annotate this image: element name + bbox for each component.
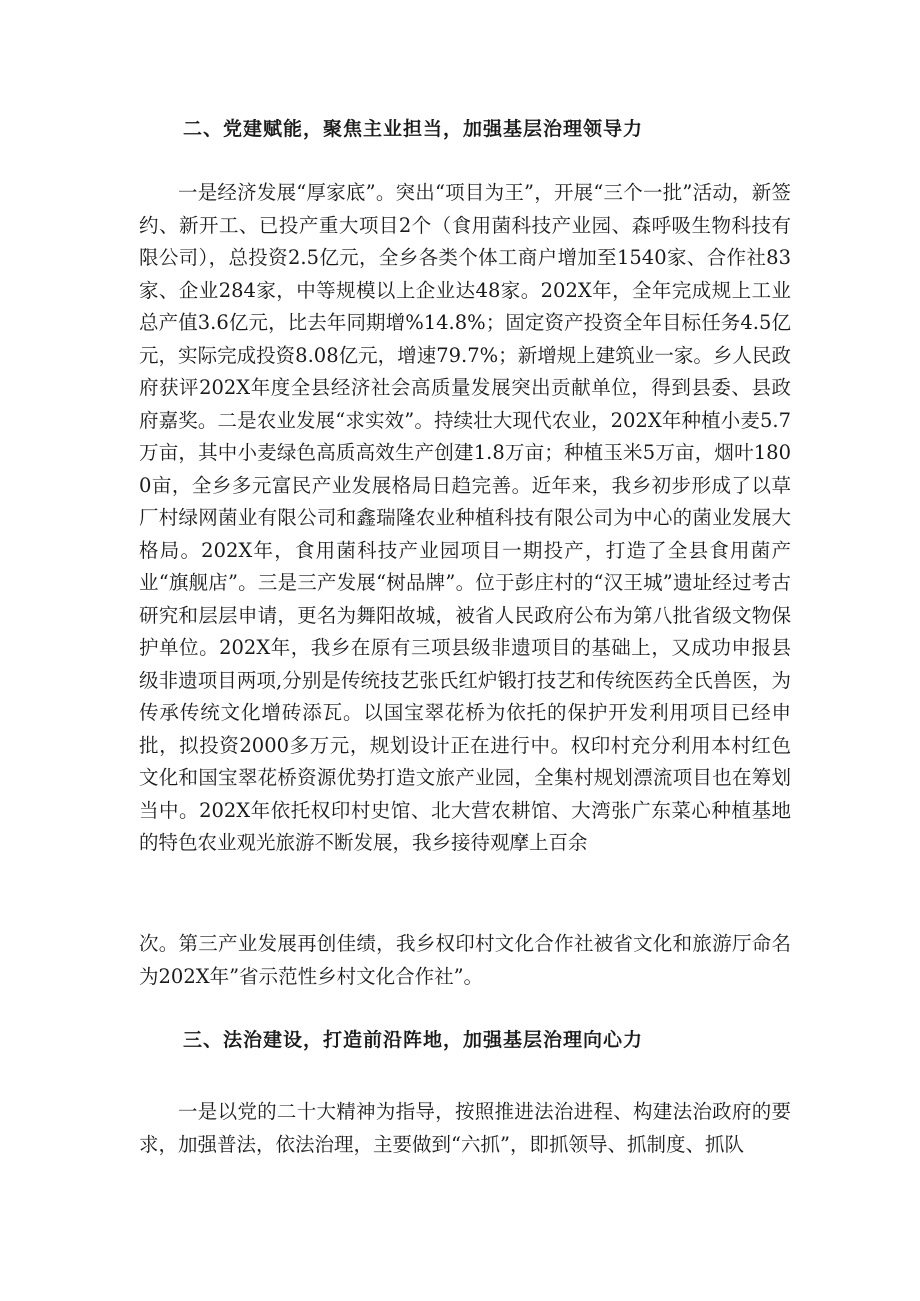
body-paragraph-1: 一是经济发展“厚家底”。突出“项目为王”，开展“三个一批”活动，新签约、新开工、已投产重大项目2个（食用菌科技产业园、森呼吸生物科技有限公司），总投资2.5亿元，全乡各类个体工商户增加至1540家、合作社83家、企业284家，中等规模以上企业达48家。202X年，全年完成规上工业总产值3.6亿元，比去年同期增%14.8%；固定资产投资全年目标任务4.5亿元，实际完成投资8.08亿元，增速79.7%；新增规上建筑业一家。乡人民政府获评202X年度全县经济社会高质量发展突出贡献单位，得到县委、县政府嘉奖。二是农业发展“求实效”。持续壮大现代农业，202X年种植小麦5.7万亩，其中小麦绿色高质高效生产创建1.8万亩；种植玉米5万亩，烟叶1800亩，全乡多元富民产业发展格局日趋完善。近年来，我乡初步形成了以草厂村绿网菌业有限公司和鑫瑞隆农业种植科技有限公司为中心的菌业发展大格局。202X年，食用菌科技产业园项目一期投产，打造了全县食用菌产业“旗舰店”。三是三产发展“树品牌”。位于彭庄村的“汉王城”遗址经过考古研究和层层申请，更名为舞阳故城，被省人民政府公布为第八批省级文物保护单位。202X年，我乡在原有三项县级非遗项目的基础上，又成功申报县级非遗项目两项,分别是传统技艺张氏红炉锻打技艺和传统医药全氏兽医，为传承传统文化增砖添瓦。以国宝翠花桥为依托的保护开发利用项目已经申批，拟投资2000多万元，规划设计正在进行中。权印村充分利用本村红色文化和国宝翠花桥资源优势打造文旅产业园，全集村规划漂流项目也在筹划当中。202X年依托权印村史馆、北大营农耕馆、大湾张广东菜心种植基地的特色农业观光旅游不断发展，我乡接待观摩上百余 [139,181,791,854]
section-heading-3: 三、法治建设，打造前沿阵地，加强基层治理向心力 [183,1029,644,1051]
section-heading-2: 二、党建赋能，聚焦主业担当，加强基层治理领导力 [183,118,644,140]
body-paragraph-2: 次。第三产业发展再创佳绩，我乡权印村文化合作社被省文化和旅游厅命名为202X年”省示范性乡村文化合作社”。 [139,932,791,988]
body-paragraph-3: 一是以党的二十大精神为指导，按照推进法治进程、构建法治政府的要求，加强普法，依法治理，主要做到“六抓”，即抓领导、抓制度、抓队 [139,1100,791,1156]
